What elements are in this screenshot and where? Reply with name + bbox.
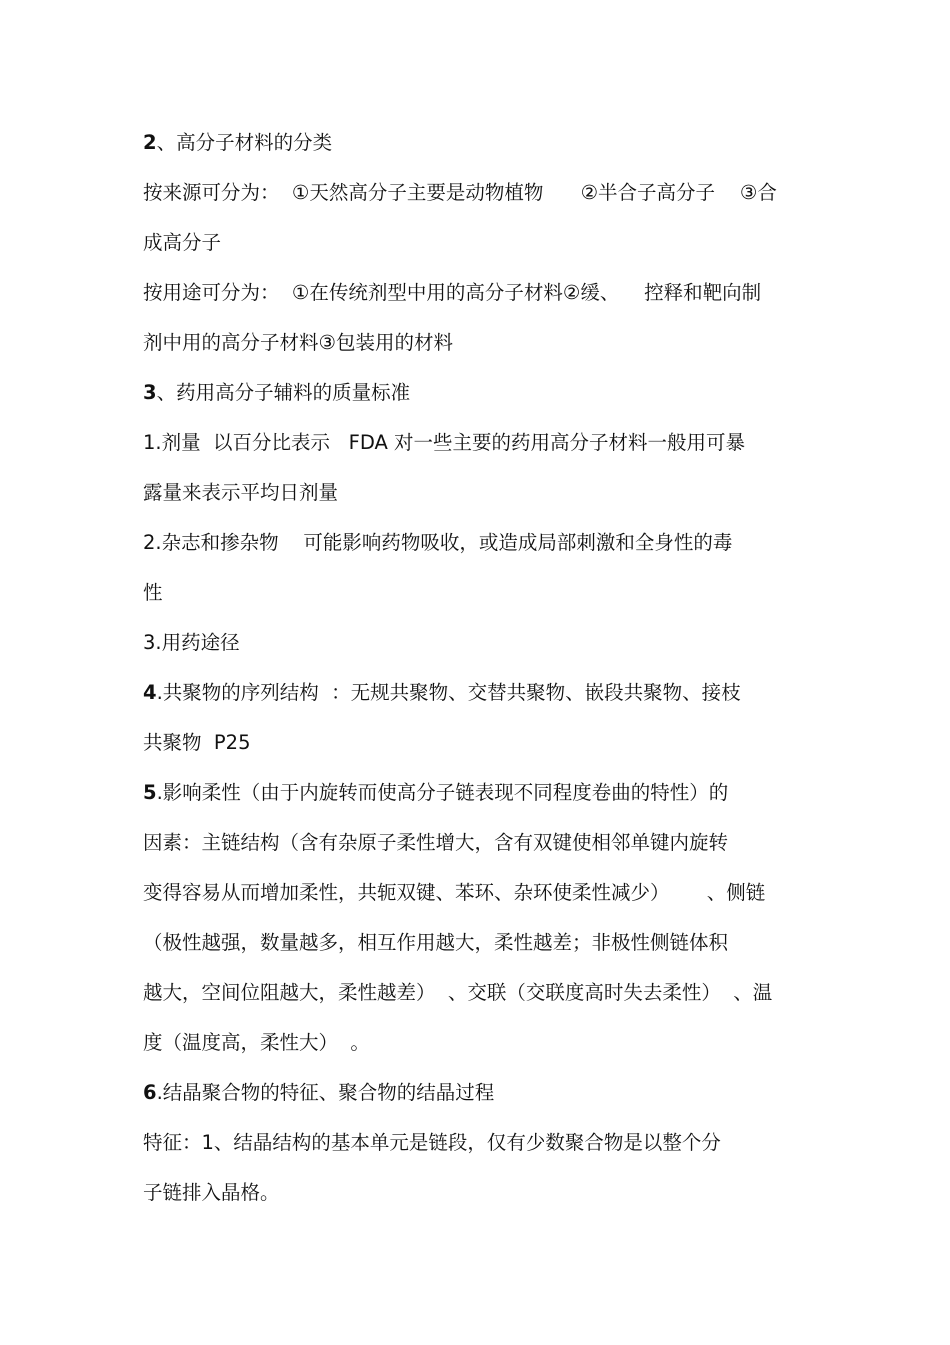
text-line: [143, 718, 813, 768]
text-line: [143, 568, 813, 618]
line-text: 、高分子材料的分类: [156, 131, 333, 154]
line-text: .影响柔性（由于内旋转而使高分子链表现不同程度卷曲的特性）的: [156, 781, 729, 804]
line-text: 、药用高分子辅料的质量标准: [156, 381, 411, 404]
line-text: 按用途可分为： ①在传统剂型中用的高分子材料②缓、 控释和靶向制: [143, 281, 762, 304]
text-line: [143, 768, 813, 818]
line-text: .结晶聚合物的特征、聚合物的结晶过程: [156, 1081, 495, 1104]
line-text: .共聚物的序列结构 ：无规共聚物、交替共聚物、嵌段共聚物、接枝: [156, 681, 741, 704]
line-text: 变得容易从而增加柔性，共轭双键、苯环、杂环使柔性减少） 、侧链: [143, 881, 766, 904]
text-line: [143, 918, 813, 968]
section-number: 3: [143, 381, 157, 404]
text-line: [143, 268, 813, 318]
section-number: 2: [143, 531, 156, 554]
text-line: [143, 618, 813, 668]
text-line: [143, 968, 813, 1018]
line-text: 成高分子: [143, 231, 222, 254]
text-line: [143, 1018, 813, 1068]
line-text: 性: [143, 581, 163, 604]
line-text: .杂志和掺杂物 可能影响药物吸收，或造成局部刺激和全身性的毒: [155, 531, 733, 554]
line-text: 共聚物 P25: [143, 731, 251, 754]
text-line: [143, 368, 813, 418]
line-text: 越大，空间位阻越大，柔性越差） 、交联（交联度高时失去柔性） 、温: [143, 981, 773, 1004]
line-text: 露量来表示平均日剂量: [143, 481, 339, 504]
section-number: 6: [143, 1081, 157, 1104]
text-line: [143, 318, 813, 368]
text-line: [143, 1068, 813, 1118]
line-text: 剂中用的高分子材料③包装用的材料: [143, 331, 453, 354]
line-text: .用药途径: [155, 631, 240, 654]
text-line: [143, 418, 813, 468]
line-text: （极性越强，数量越多，相互作用越大，柔性越差；非极性侧链体积: [143, 931, 729, 954]
line-text: .剂量 以百分比表示 FDA 对一些主要的药用高分子材料一般用可暴: [155, 431, 746, 454]
text-line: [143, 818, 813, 868]
document-body: [143, 118, 813, 1218]
section-number: 1: [143, 431, 156, 454]
text-line: [143, 868, 813, 918]
line-text: 特征：1、结晶结构的基本单元是链段，仅有少数聚合物是以整个分: [143, 1131, 721, 1154]
text-line: [143, 218, 813, 268]
section-number: 2: [143, 131, 157, 154]
text-line: [143, 118, 813, 168]
line-text: 度（温度高，柔性大） 。: [143, 1031, 370, 1054]
text-line: [143, 668, 813, 718]
section-number: 3: [143, 631, 156, 654]
section-number: 5: [143, 781, 157, 804]
text-line: [143, 518, 813, 568]
text-line: [143, 1168, 813, 1218]
text-line: [143, 468, 813, 518]
text-line: [143, 168, 813, 218]
line-text: 因素：主链结构（含有杂原子柔性增大，含有双键使相邻单键内旋转: [143, 831, 729, 854]
line-text: 按来源可分为： ①天然高分子主要是动物植物 ②半合子高分子 ③合: [143, 181, 777, 204]
line-text: 子链排入晶格。: [143, 1181, 280, 1204]
text-line: [143, 1118, 813, 1168]
section-number: 4: [143, 681, 157, 704]
